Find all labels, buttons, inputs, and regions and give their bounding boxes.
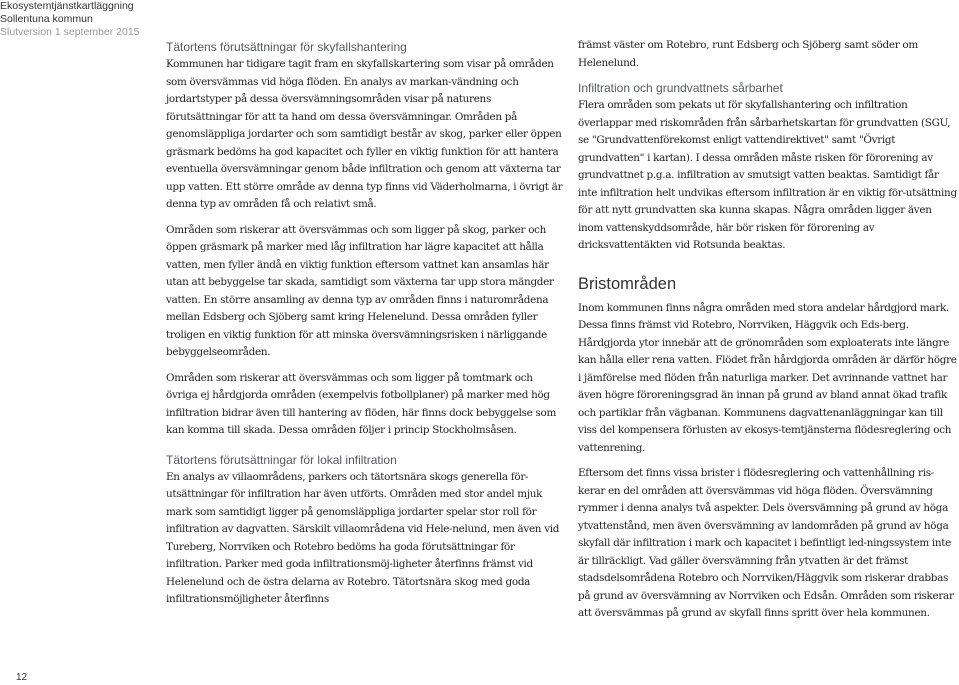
heading-skyfallshantering: Tätortens förutsättningar för skyfallshantering bbox=[166, 40, 407, 54]
document-organization: Sollentuna kommun bbox=[0, 13, 93, 25]
left-column bbox=[166, 40, 563, 609]
paragraph: Inom kommunen finns några områden med stora andelar hårdgjord mark. Dessa finns främst vid Rotebro, Norrviken, Häggvik och Eds-berg. Hårdgjorda ytor innebär att de grönområden som exploaterats inte längre kan hålla eller rena vatten. Flödet från hårdgjorda områden är därför högre i jämförelse med flöden från naturliga marker. Det avrinnande vattnet har även högre föroreningsgrad än innan på grund av bland annat ökad trafik och partiklar från vägbanan. Kommunens dagvattenanläggningar kan till viss del kompensera förlusten av ekosys-temtjänsterna flödesreglering och vattenrening. bbox=[578, 301, 957, 454]
section-title-bristomraden: Bristområden bbox=[578, 274, 677, 293]
paragraph: Områden som riskerar att översvämmas och som ligger på skog, parker och öppen gräsmark på marker med låg infiltration har lägre kapacitet att hålla vatten, men fyller ändå en viktig funktion eftersom vattnet kan ansamlas här utan att bebyggelse tar skada, samtidigt som växterna tar upp stora mängder vatten. En större ansamling av denna typ av områden finns i naturområdena mellan Edsberg och Sjöberg samt kring Helenelund. Dessa områden fyller troligen en viktig funktion för att minska översvämningsrisken i närliggande bebyggelseområden. bbox=[166, 223, 554, 358]
page-number: 12 bbox=[16, 672, 28, 683]
document-version: Slutversion 1 september 2015 bbox=[0, 26, 140, 38]
paragraph: Eftersom det finns vissa brister i flödesreglering och vattenhållning ris-kerar en del områden att översvämmas vid höga flöden. Översvämning rymmer i denna analys två aspekter. Dels översvämning på grund av höga ytvattenstånd, men även översvämning av landområden på grund av höga skyfall där infiltration i mark och kapacitet i befintligt led-ningssystem inte är tillräckligt. Vad gäller översvämning från ytvatten är det främst stadsdelsområdena Rotebro och Norrviken/Häggvik som riskerar drabbas på grund av översvämning av Norrviken och Edsån. Områden som riskerar att översvämmas på grund av skyfall finns spritt över hela kommunen. bbox=[578, 467, 954, 619]
paragraph: En analys av villaområdens, parkers och tätortsnära skogs generella för-utsättningar för infiltration har även utförts. Områden med stor andel mjuk mark som samtidigt ligger på genomsläppliga jordarter spelar stor roll för infiltration av dagvatten. Särskilt villaområdena vid Hele-nelund, men även vid Tureberg, Norrviken och Rotebro bedöms ha goda förutsättningar för infiltration. Parker med goda infiltrationsmöj-ligheter återfinns främst vid Helenelund och de östra delarna av Rotebro. Tätortsnära skog med goda infiltrationsmöjligheter återfinns bbox=[166, 470, 560, 605]
paragraph: Områden som riskerar att översvämmas och som ligger på tomtmark och övriga ej hårdgjorda områden (exempelvis fotbollplaner) på marker med hög infiltration bidrar även till hantering av flöden, här finns dock bebyggelse som kan komma till skada. Dessa områden följer i princip Stockholmsåsen. bbox=[166, 371, 557, 436]
right-column bbox=[578, 37, 958, 623]
heading-grundvatten-sarbarhet: Infiltration och grundvattnets sårbarhet bbox=[578, 81, 783, 95]
paragraph: Flera områden som pekats ut för skyfallshantering och infiltration överlappar med riskområden från sårbarhetskartan för grundvatten (SGU, se "Grundvattenförekomst enligt vattendirektivet" samt "Övrigt grundvatten" i kartan). I dessa områden måste risken för förorening av grundvattnet p.g.a. infiltration av smutsigt vatten beaktas. Samtidigt får inte infiltration helt undvikas eftersom infiltration är en viktig för-utsättning för att nytt grundvatten ska kunna skapas. Några områden ligger även inom vattenskyddsområde, här bör risken för förorening av dricksvattentäkten vid Rotsunda beaktas. bbox=[578, 99, 957, 251]
document-header bbox=[0, 0, 160, 39]
heading-lokal-infiltration: Tätortens förutsättningar för lokal infiltration bbox=[166, 452, 397, 467]
document-title: Ekosystemtjänstkartläggning bbox=[0, 0, 134, 12]
paragraph: Kommunen har tidigare tagit fram en skyfallskartering som visar på områden som översvämmas vid höga flöden. En analys av markan-vändning och jordartstyper på dessa översvämningsområden visar på naturens förutsättningar för att ta hand om dessa översvämningar. Områden på genomsläppliga jordarter och som samtidigt består av skog, parker eller öppen gräsmark bedöms ha god kapacitet och fyller en viktig funktion för att hantera eventuella översvämningar genom både infiltration och genom att växterna tar upp vatten. Ett större område av denna typ finns vid Väderholmarna, i övrigt är denna typ av områden få och relativt små. bbox=[166, 58, 563, 210]
paragraph: främst väster om Rotebro, runt Edsberg och Sjöberg samt söder om Helenelund. bbox=[578, 39, 918, 69]
